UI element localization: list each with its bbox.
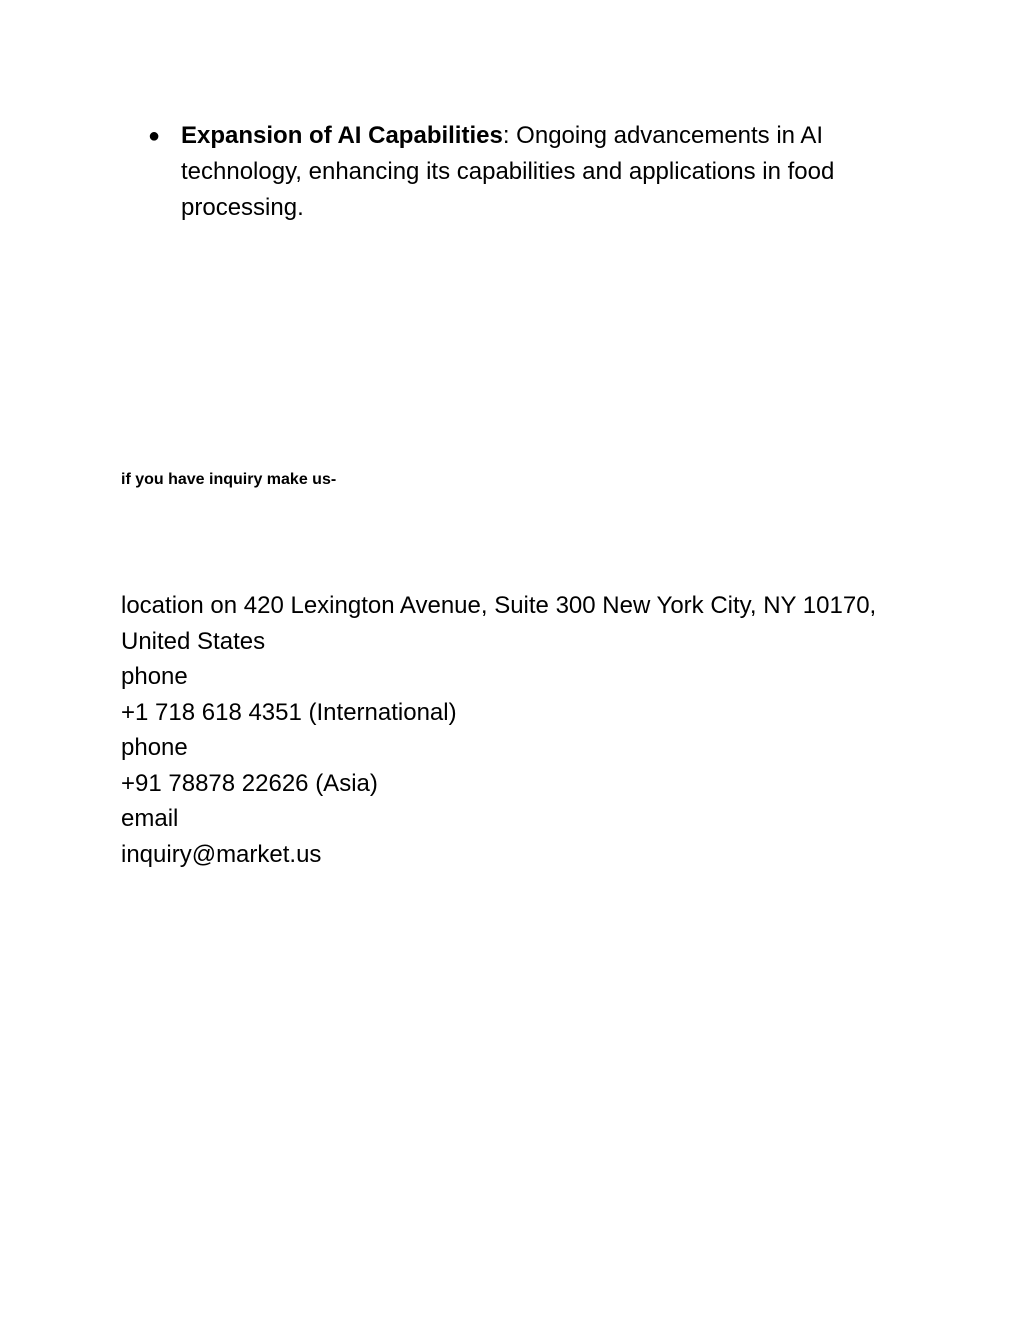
location-line: location on 420 Lexington Avenue, Suite 300 New York City, NY 10170, <box>121 592 877 619</box>
bullet-body: Ongoing advancements in AI technology, enhancing its capabilities and applications in food processing. <box>181 122 835 221</box>
phone-label-asia: phone <box>121 734 188 761</box>
country-line: United States <box>121 627 266 655</box>
inquiry-label: if you have inquiry make us- <box>121 471 337 488</box>
phone-label-international: phone <box>121 663 188 690</box>
email-address: inquiry@market.us <box>121 840 322 868</box>
contact-block <box>121 588 911 872</box>
bullet-heading: Expansion of AI Capabilities <box>181 122 503 149</box>
phone-number-asia: +91 78878 22626 (Asia) <box>121 769 378 797</box>
email-label: email <box>121 805 179 832</box>
bullet-marker: ● <box>148 125 161 147</box>
bullet-paragraph <box>181 118 921 226</box>
bullet-item <box>148 118 928 226</box>
phone-number-international: +1 718 618 4351 (International) <box>121 698 457 726</box>
bullet-separator: : <box>502 122 510 149</box>
